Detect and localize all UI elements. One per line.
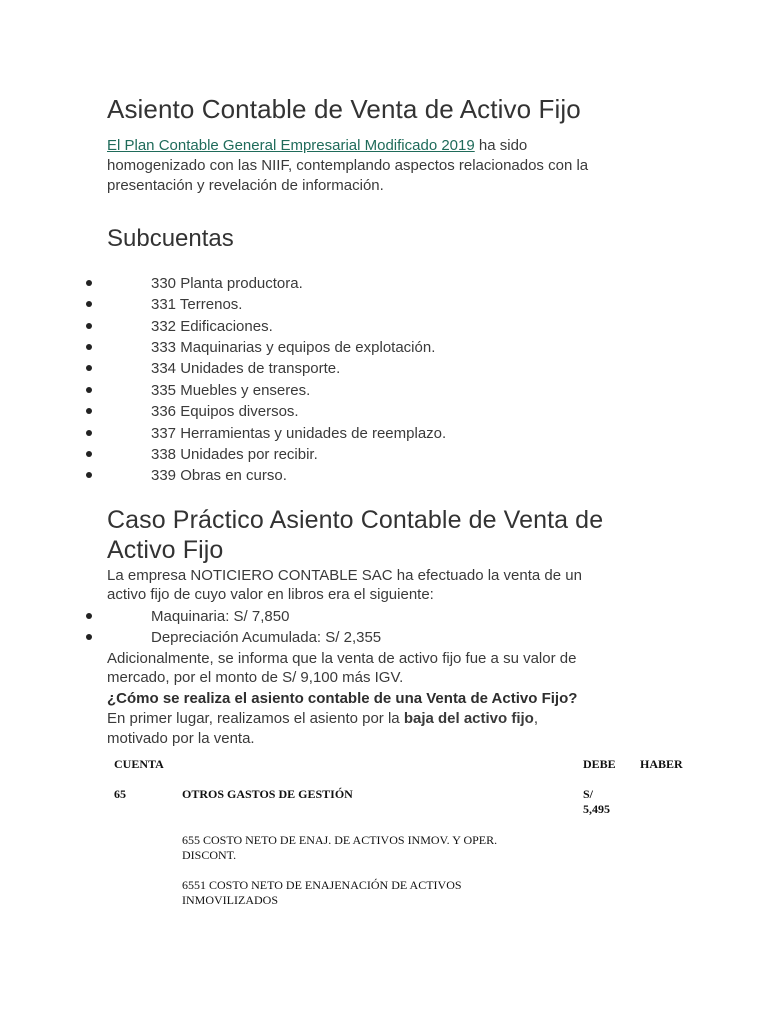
list-item: 330 Planta productora. xyxy=(0,273,768,294)
row1-code: 65 xyxy=(114,787,126,801)
list-item: 337 Herramientas y unidades de reemplazo. xyxy=(0,423,768,444)
row1-name: OTROS GASTOS DE GESTIÓN xyxy=(182,787,353,801)
intro-line-1 xyxy=(107,136,527,156)
list-item: 332 Edificaciones. xyxy=(0,316,768,337)
caso-heading-line-2: Activo Fijo xyxy=(107,536,224,564)
row3-line-2: INMOVILIZADOS xyxy=(182,893,278,907)
row3-line-1: 6551 COSTO NETO DE ENAJENACIÓN DE ACTIVOS xyxy=(182,878,462,892)
col-header-cuenta: CUENTA xyxy=(114,757,164,771)
bullet-icon xyxy=(86,344,92,350)
question-heading: ¿Cómo se realiza el asiento contable de una Venta de Activo Fijo? xyxy=(107,690,578,707)
bullet-icon xyxy=(86,280,92,286)
bullet-icon xyxy=(86,634,92,640)
list-item: Maquinaria: S/ 7,850 xyxy=(0,606,768,627)
bullet-icon xyxy=(86,301,92,307)
col-header-debe: DEBE xyxy=(583,757,616,771)
bullet-icon xyxy=(86,613,92,619)
caso-p2-line-2: mercado, por el monto de S/ 9,100 más IGV. xyxy=(107,669,404,686)
bullet-icon xyxy=(86,472,92,478)
row1-debe-line-1: S/ xyxy=(583,787,594,801)
caso-p3-text-a: En primer lugar, realizamos el asiento por la xyxy=(107,710,404,727)
bullet-icon xyxy=(86,365,92,371)
list-item: 331 Terrenos. xyxy=(0,294,768,315)
list-item: Depreciación Acumulada: S/ 2,355 xyxy=(0,627,768,648)
list-item: 335 Muebles y enseres. xyxy=(0,380,768,401)
caso-heading-line-1: Caso Práctico Asiento Contable de Venta de xyxy=(107,506,604,534)
page-title: Asiento Contable de Venta de Activo Fijo xyxy=(107,94,581,124)
list-item: 334 Unidades de transporte. xyxy=(0,358,768,379)
intro-line-3: presentación y revelación de información. xyxy=(107,177,384,194)
row2-line-2: DISCONT. xyxy=(182,848,237,862)
row2-line-1: 655 COSTO NETO DE ENAJ. DE ACTIVOS INMOV. Y OPER. xyxy=(182,833,498,847)
list-item: 333 Maquinarias y equipos de explotación. xyxy=(0,337,768,358)
caso-p3-line-1 xyxy=(107,709,538,729)
bullet-icon xyxy=(86,323,92,329)
caso-p1-line-2: activo fijo de cuyo valor en libros era el siguiente: xyxy=(107,586,434,603)
subcuentas-heading: Subcuentas xyxy=(107,225,234,252)
caso-p3-text-c: , xyxy=(533,710,539,727)
caso-p1-line-1: La empresa NOTICIERO CONTABLE SAC ha efectuado la venta de un xyxy=(107,567,582,584)
row1-debe-line-2: 5,495 xyxy=(583,802,610,816)
plan-contable-link[interactable]: El Plan Contable General Empresarial Modificado 2019 xyxy=(107,137,475,154)
caso-p2-line-1: Adicionalmente, se informa que la venta de activo fijo fue a su valor de xyxy=(107,650,577,667)
bullet-icon xyxy=(86,408,92,414)
bullet-icon xyxy=(86,451,92,457)
list-item: 338 Unidades por recibir. xyxy=(0,444,768,465)
list-item: 336 Equipos diversos. xyxy=(0,401,768,422)
intro-line-2: homogenizado con las NIIF, contemplando aspectos relacionados con la xyxy=(107,157,589,174)
bullet-icon xyxy=(86,430,92,436)
list-item: 339 Obras en curso. xyxy=(0,465,768,486)
intro-line-1-rest: ha sido xyxy=(474,137,528,154)
caso-p3-line-2: motivado por la venta. xyxy=(107,730,255,747)
col-header-haber: HABER xyxy=(640,757,683,771)
bullet-icon xyxy=(86,387,92,393)
caso-p3-bold: baja del activo fijo xyxy=(403,710,534,727)
